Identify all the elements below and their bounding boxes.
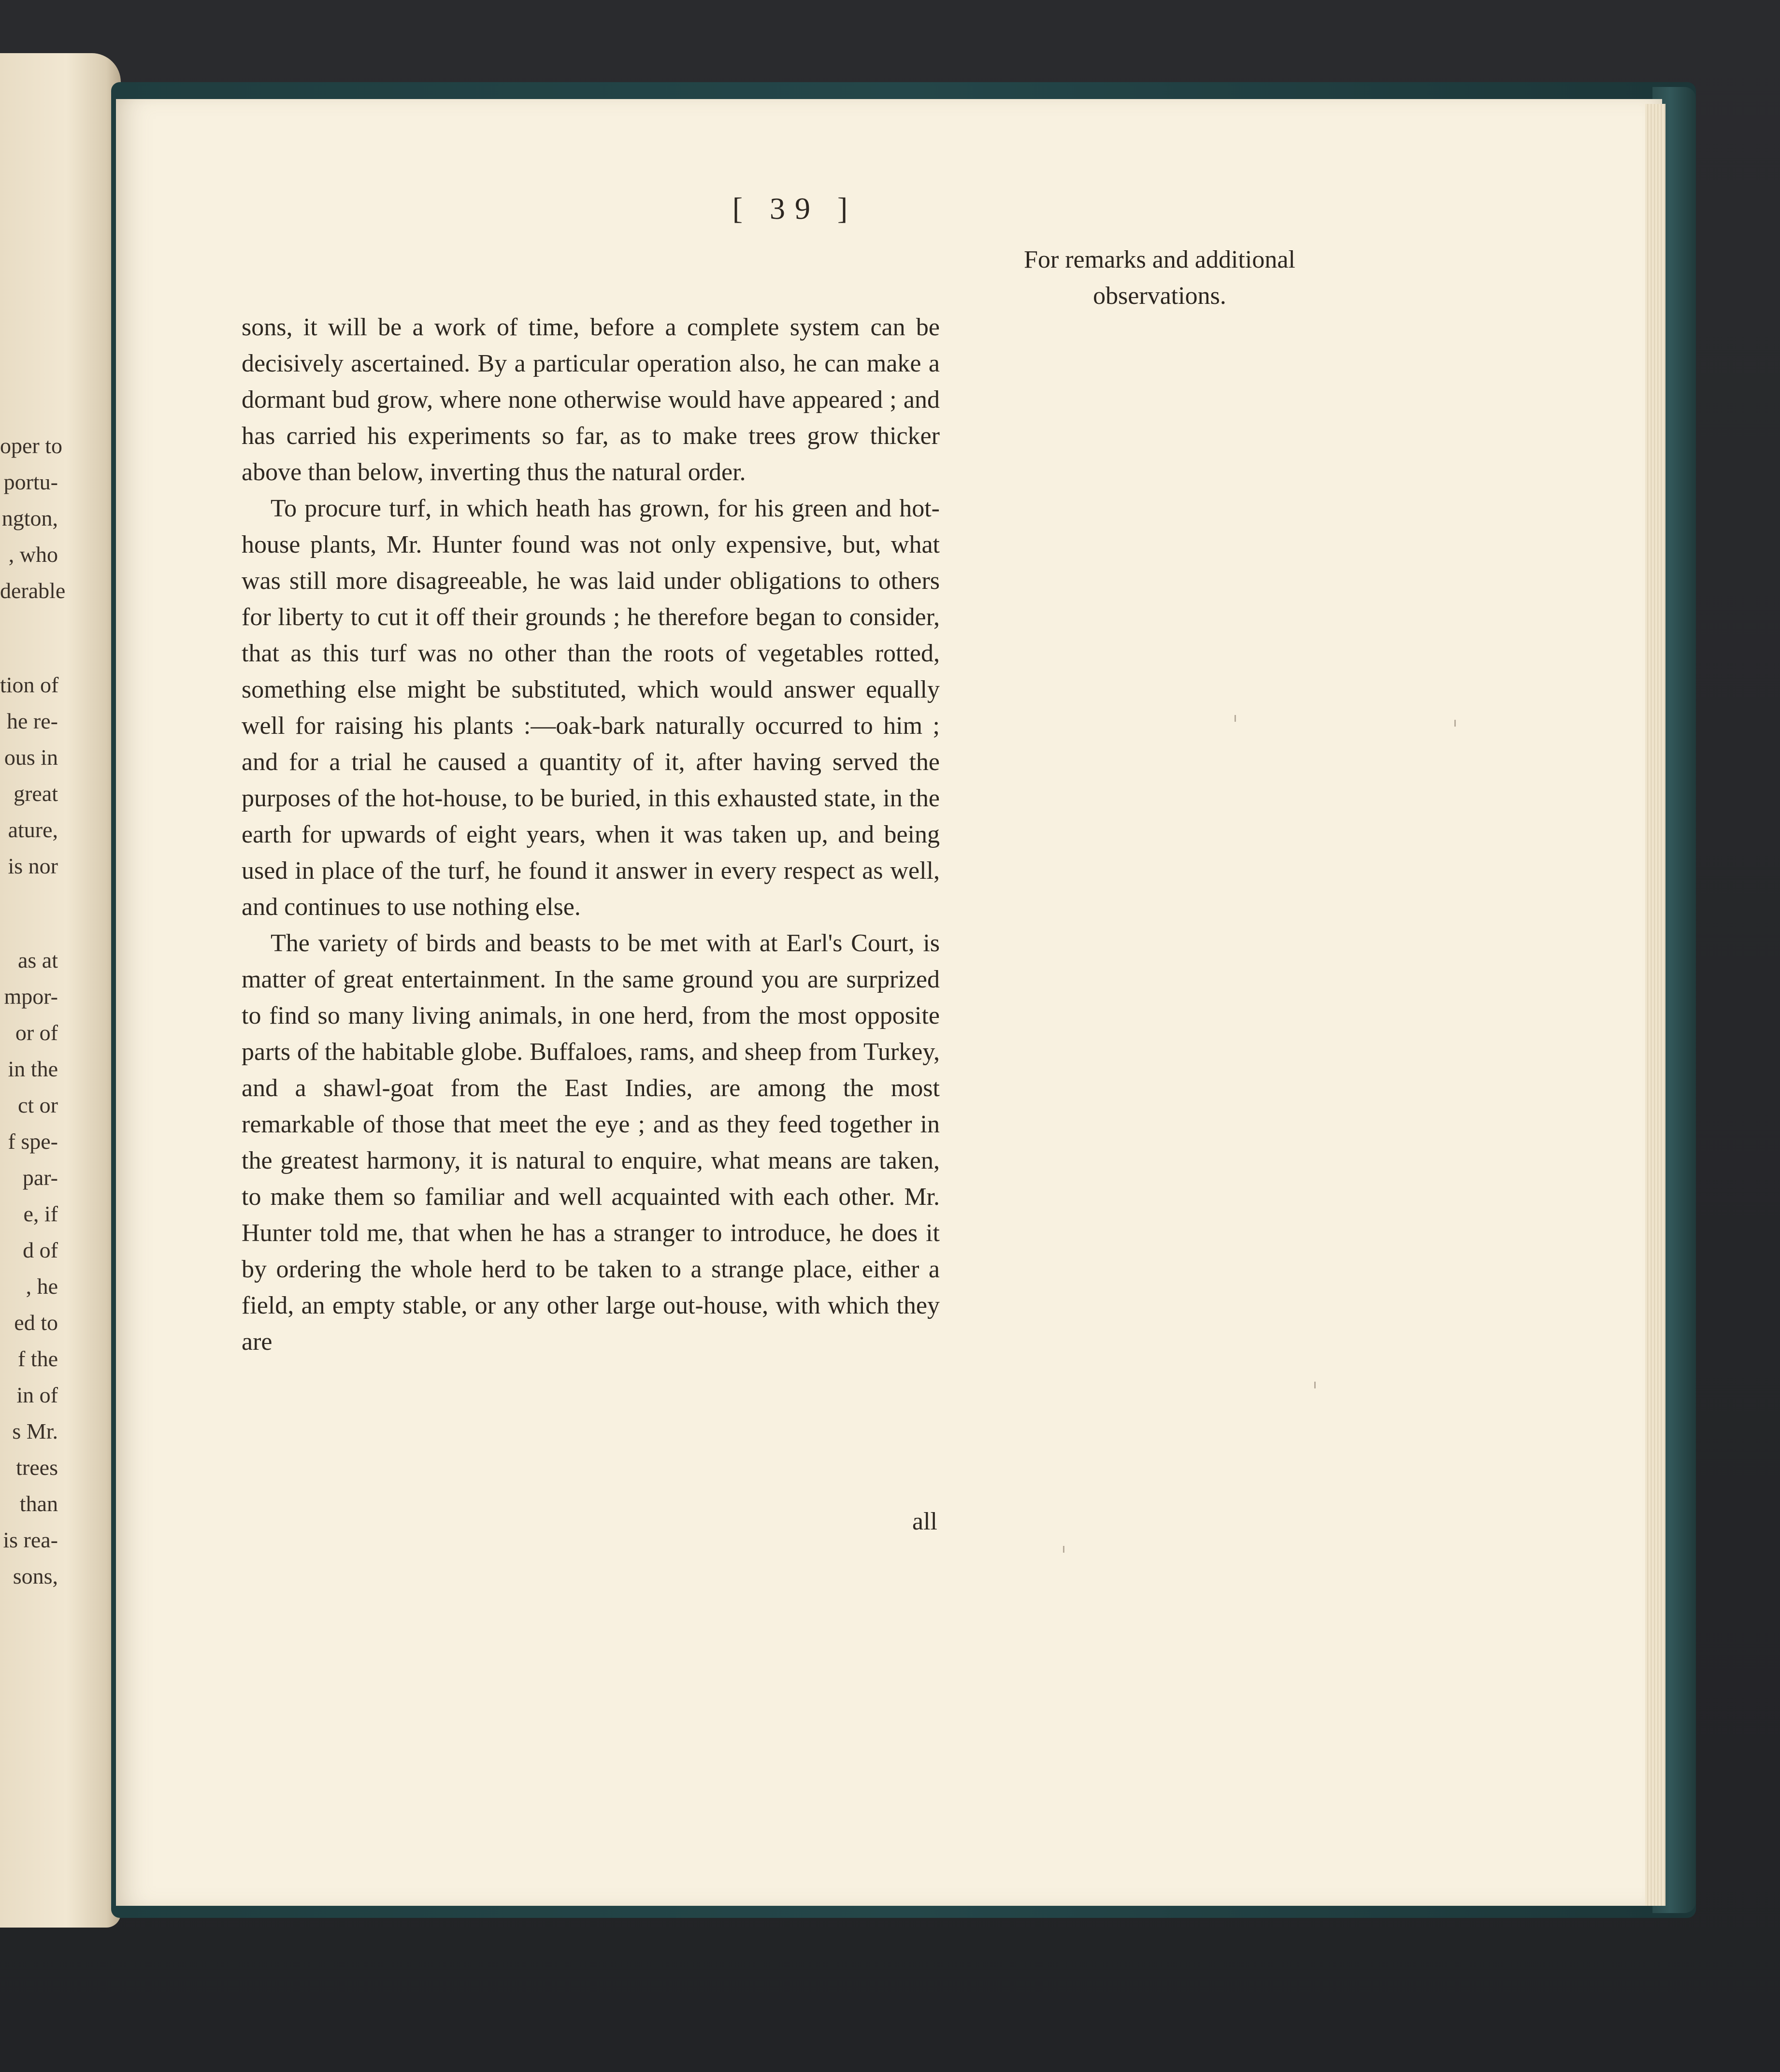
left-page-fragment: is rea- xyxy=(3,1528,58,1552)
left-page-fragment: great xyxy=(14,781,58,806)
left-page-fragment: mpor- xyxy=(4,984,58,1009)
left-page-fragment: oper to xyxy=(0,433,63,458)
left-page-fragment: ed to xyxy=(14,1310,58,1335)
left-page-fragment: sons, xyxy=(13,1564,58,1588)
left-page-fragment: f spe- xyxy=(8,1129,58,1154)
left-page-fragment: ngton, xyxy=(1,506,58,530)
body-text xyxy=(242,309,940,1360)
margin-note xyxy=(947,242,1372,314)
left-page-fragment: f the xyxy=(17,1346,58,1371)
page-number: [ 39 ] xyxy=(732,191,858,226)
paper-speck xyxy=(1454,720,1456,727)
left-page-fragment: ct or xyxy=(17,1093,58,1117)
left-page-fragment: , who xyxy=(8,542,58,567)
left-page-fragment: in of xyxy=(16,1383,58,1407)
paragraph-3: The variety of birds and beasts to be met with at Earl's Court, is matter of great entertainment. In the same ground you are surprized to find so many living animals, in one herd, from the most opposite parts of the habitable globe. Buffaloes, rams, and sheep from Turkey, and a shawl-goat from the East Indies, are among the most remarkable of those that meet the eye ; and as they feed together in the greatest harmony, it is natural to enquire, what means are taken, to make them so familiar and well acquainted with each other. Mr. Hunter told me, that when he has a stranger to introduce, he does it by ordering the whole herd to be taken to a strange place, either a field, an empty stable, or any other large out-house, with which they are xyxy=(242,929,940,1356)
left-page-fragment: , he xyxy=(26,1274,58,1299)
paper-speck xyxy=(1063,1546,1064,1553)
left-page-fragment: in the xyxy=(8,1057,58,1081)
left-facing-page xyxy=(0,53,121,1928)
left-page-fragment: tion of xyxy=(0,672,59,697)
left-page-fragment: is nor xyxy=(8,854,58,878)
paper-speck xyxy=(1314,1382,1316,1388)
left-page-fragment: than xyxy=(19,1491,58,1516)
left-page-fragment: par- xyxy=(22,1165,58,1190)
left-page-fragment: as at xyxy=(17,948,58,972)
left-page-fragment: ous in xyxy=(4,745,58,770)
paragraph-2: To procure turf, in which heath has grown, for his green and hot-house plants, Mr. Hunter found was not only expensive, but, what was still more disagreeable, he was laid under obligations to others for liberty to cut it off their grounds ; he therefore began to consider, that as this turf was no other than the roots of vegetables rotted, something else might be substituted, which would answer equally well for raising his plants :—oak-bark naturally occurred to him ; and for a trial he caused a quantity of it, after having served the purposes of the hot-house, to be buried, in this exhausted state, in the earth for upwards of eight years, when it was taken up, and being used in place of the turf, he found it answer in every respect as well, and continues to use nothing else. xyxy=(242,495,940,921)
left-page-fragment: e, if xyxy=(23,1201,58,1226)
margin-note-line-1: For remarks and additional xyxy=(1024,246,1295,273)
left-page-fragment: ature, xyxy=(8,817,58,842)
left-page-fragment: s Mr. xyxy=(12,1419,58,1443)
margin-note-line-2: observations. xyxy=(1093,282,1226,310)
paragraph-1: sons, it will be a work of time, before a complete system can be decisively ascertained. By a particular operation also, he can make a dormant bud grow, where none otherwise would have appeared ; and has carried his experiments so far, as to make trees grow thicker above than below, inverting thus the natural order. xyxy=(242,314,940,486)
left-page-fragment: trees xyxy=(16,1455,58,1480)
left-page-fragment: he re- xyxy=(7,709,58,733)
paper-speck xyxy=(1235,715,1236,722)
left-page-fragment: portu- xyxy=(3,470,58,494)
catchword: all xyxy=(912,1508,937,1535)
left-page-fragment: derable xyxy=(0,578,66,603)
page-block-edges xyxy=(1645,104,1665,1906)
left-page-fragment: d of xyxy=(23,1238,58,1262)
left-page-fragment: or of xyxy=(15,1020,58,1045)
